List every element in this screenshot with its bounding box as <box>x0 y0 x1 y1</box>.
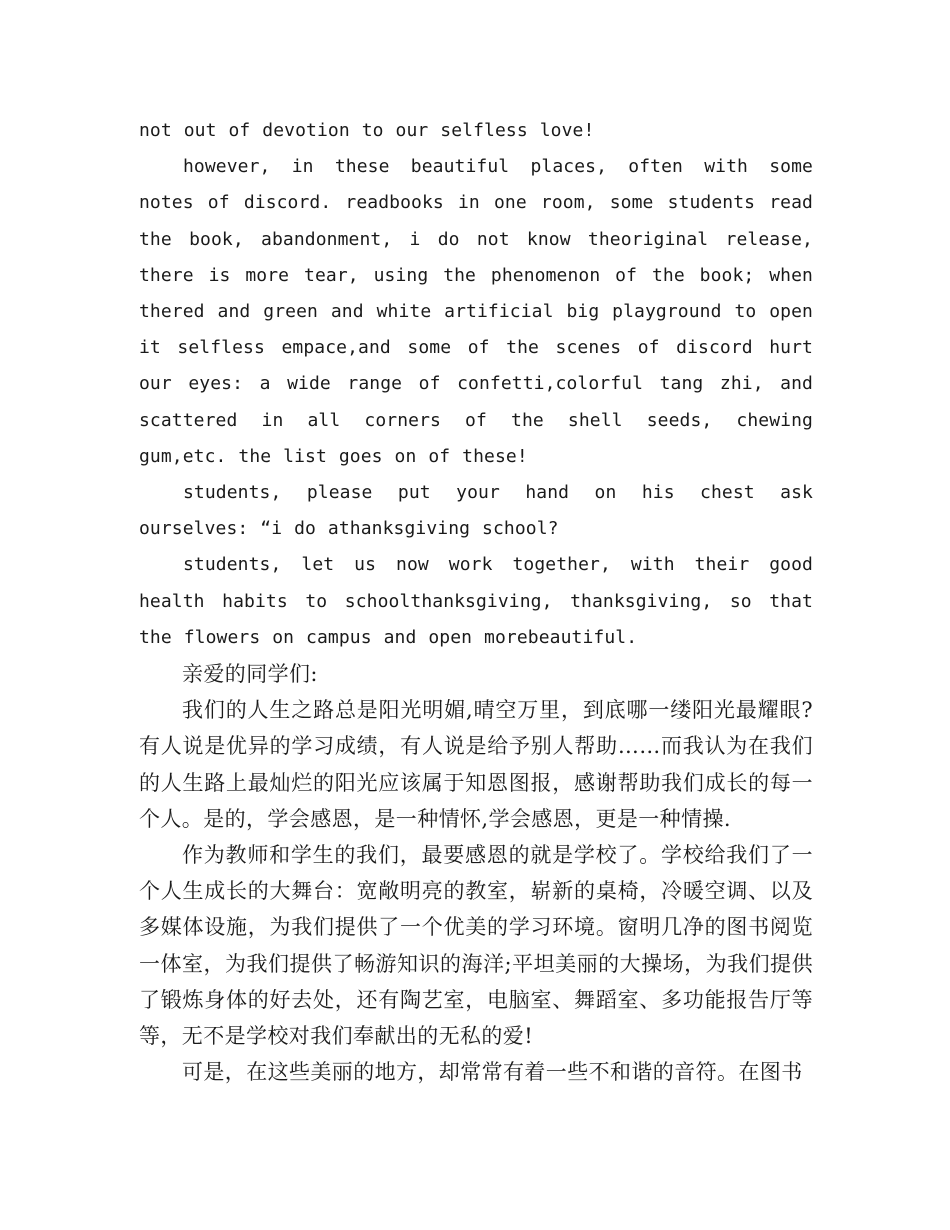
paragraph-3: students, please put your hand on his chest ask ourselves: “i do athanksgiving school? <box>139 482 813 540</box>
paragraph-8: 可是，在这些美丽的地方，却常常有着一些不和谐的音符。在图书 <box>182 1060 803 1085</box>
paragraph-1: not out of devotion to our selfless love! <box>139 120 595 141</box>
paragraph-2: however, in these beautiful places, often with some notes of discord. readbooks in one room, some students read the book, abandonment, i do not know theoriginal release, there is more tear, using the phenomenon of the book; when thered and green and white artificial big playground to open it selfless empace,and some of the scenes of discord hurt our eyes: a wide range of confetti,colorful tang zhi, and scattered in all corners of the shell seeds, chewing gum,etc. the list goes on of these! <box>139 156 813 467</box>
paragraph-5-greeting: 亲爱的同学们: <box>182 662 318 687</box>
document-page <box>139 113 813 1090</box>
paragraph-6: 我们的人生之路总是阳光明媚,晴空万里，到底哪一缕阳光最耀眼?有人说是优异的学习成绩，有人说是给予别人帮助……而我认为在我们的人生路上最灿烂的阳光应该属于知恩图报，感谢帮助我们成长的每一个人。是的，学会感恩，是一种情怀,学会感恩，更是一种情操. <box>139 698 813 831</box>
paragraph-7: 作为教师和学生的我们，最要感恩的就是学校了。学校给我们了一个人生成长的大舞台：宽敞明亮的教室，崭新的桌椅，冷暖空调、以及多媒体设施，为我们提供了一个优美的学习环境。窗明几净的图书阅览一体室，为我们提供了畅游知识的海洋;平坦美丽的大操场，为我们提供了锻炼身体的好去处，还有陶艺室，电脑室、舞蹈室、多功能报告厅等等，无不是学校对我们奉献出的无私的爱! <box>139 843 813 1049</box>
paragraph-4: students, let us now work together, with their good health habits to schoolthanksgiving, thanksgiving, so that the flowers on campus and open morebeautiful. <box>139 554 813 648</box>
